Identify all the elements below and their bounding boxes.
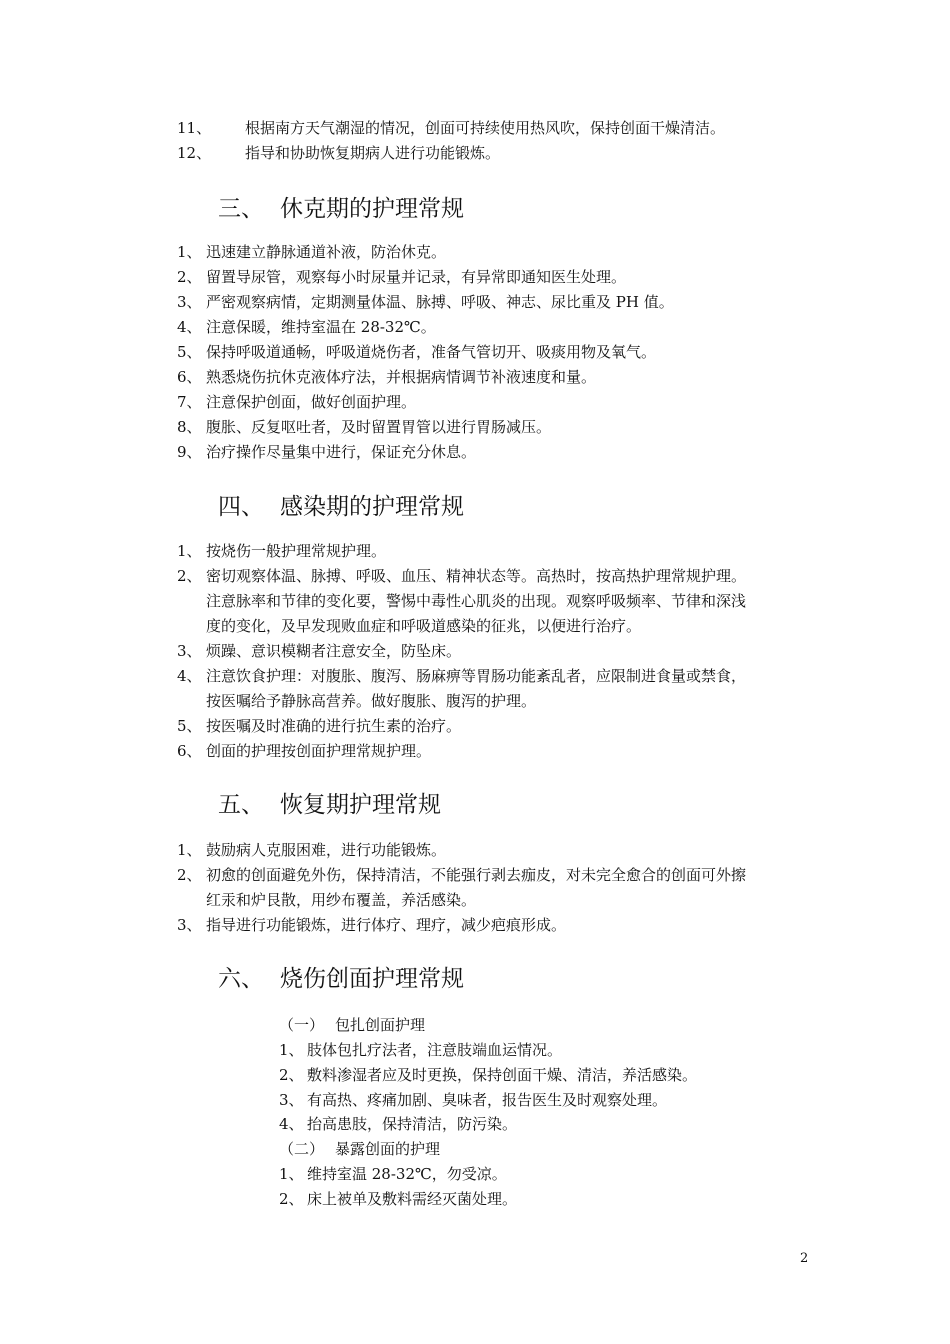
list-item-number: 6、 xyxy=(177,742,202,760)
list-item-number: 2、 xyxy=(177,567,202,585)
list-item-text: 密切观察体温、脉搏、呼吸、血压、精神状态等。高热时，按高热护理常规护理。 xyxy=(206,567,747,585)
list-item-text: 熟悉烧伤抗休克液体疗法，并根据病情调节补液速度和量。 xyxy=(206,368,597,386)
section-heading-number: 五、 xyxy=(218,792,264,818)
intro-item-text: 指导和协助恢复期病人进行功能锻炼。 xyxy=(245,144,501,162)
section-heading-title: 烧伤创面护理常规 xyxy=(280,966,464,992)
list-item-number: 8、 xyxy=(177,418,202,436)
intro-item-number: 11、 xyxy=(177,119,212,137)
list-item-text: 初愈的创面避免外伤，保持清洁，不能强行剥去痂皮，对未完全愈合的创面可外擦 xyxy=(206,866,747,884)
list-item-text-continued: 按医嘱给予静脉高营养。做好腹胀、腹泻的护理。 xyxy=(206,692,537,710)
section-heading-title: 感染期的护理常规 xyxy=(280,494,464,520)
list-item-text: 迅速建立静脉通道补液，防治休克。 xyxy=(206,243,447,261)
list-item-text: 烦躁、意识模糊者注意安全，防坠床。 xyxy=(206,642,462,660)
list-item-number: 1、 xyxy=(279,1041,304,1059)
intro-item-number: 12、 xyxy=(177,144,212,162)
list-item-text: 严密观察病情，定期测量体温、脉搏、呼吸、神志、尿比重及 PH 值。 xyxy=(206,293,674,311)
list-item-number: 1、 xyxy=(177,542,202,560)
list-item-number: 2、 xyxy=(177,268,202,286)
list-item-text-continued: 红汞和炉艮散，用纱布覆盖，养活感染。 xyxy=(206,891,477,909)
list-item-text: 指导进行功能锻炼，进行体疗、理疗，减少疤痕形成。 xyxy=(206,916,567,934)
subsection-title: 暴露创面的护理 xyxy=(335,1140,441,1158)
subsection-label: （二） xyxy=(279,1140,325,1158)
list-item-text: 腹胀、反复呕吐者，及时留置胃管以进行胃肠减压。 xyxy=(206,418,552,436)
list-item-text: 维持室温 28-32℃，勿受凉。 xyxy=(307,1165,507,1183)
list-item-text: 留置导尿管，观察每小时尿量并记录，有异常即通知医生处理。 xyxy=(206,268,627,286)
list-item-number: 2、 xyxy=(279,1066,304,1084)
list-item-text: 创面的护理按创面护理常规护理。 xyxy=(206,742,432,760)
list-item-text: 肢体包扎疗法者，注意肢端血运情况。 xyxy=(307,1041,563,1059)
list-item-number: 4、 xyxy=(279,1115,304,1133)
list-item-number: 5、 xyxy=(177,343,202,361)
list-item-text: 治疗操作尽量集中进行，保证充分休息。 xyxy=(206,443,477,461)
subsection-label: （一） xyxy=(279,1016,325,1034)
list-item-number: 6、 xyxy=(177,368,202,386)
list-item-number: 2、 xyxy=(177,866,202,884)
page-number: 2 xyxy=(800,1251,809,1266)
section-heading-title: 恢复期护理常规 xyxy=(280,792,441,818)
list-item-text: 注意饮食护理：对腹胀、腹泻、肠麻痹等胃肠功能紊乱者，应限制进食量或禁食， xyxy=(206,667,747,685)
section-heading-number: 四、 xyxy=(218,494,264,520)
section-heading-title: 休克期的护理常规 xyxy=(280,196,464,222)
list-item-text-continued: 注意脉率和节律的变化要，警惕中毒性心肌炎的出现。观察呼吸频率、节律和深浅 xyxy=(206,592,747,610)
list-item-text: 抬高患肢，保持清洁，防污染。 xyxy=(307,1115,518,1133)
list-item-number: 3、 xyxy=(177,642,202,660)
list-item-number: 1、 xyxy=(279,1165,304,1183)
intro-item-text: 根据南方天气潮湿的情况，创面可持续使用热风吹，保持创面干燥清洁。 xyxy=(245,119,726,137)
list-item-text: 鼓励病人克服困难，进行功能锻炼。 xyxy=(206,841,447,859)
list-item-number: 2、 xyxy=(279,1190,304,1208)
list-item-number: 5、 xyxy=(177,717,202,735)
section-heading-number: 三、 xyxy=(218,196,264,222)
list-item-text: 注意保护创面，做好创面护理。 xyxy=(206,393,417,411)
list-item-number: 3、 xyxy=(177,293,202,311)
list-item-text: 敷料渗湿者应及时更换，保持创面干燥、清洁，养活感染。 xyxy=(307,1066,698,1084)
list-item-text: 床上被单及敷料需经灭菌处理。 xyxy=(307,1190,518,1208)
list-item-number: 7、 xyxy=(177,393,202,411)
list-item-text: 注意保暖，维持室温在 28-32℃。 xyxy=(206,318,436,336)
subsection-title: 包扎创面护理 xyxy=(335,1016,426,1034)
list-item-number: 3、 xyxy=(177,916,202,934)
section-heading-number: 六、 xyxy=(218,966,264,992)
list-item-number: 4、 xyxy=(177,318,202,336)
list-item-number: 3、 xyxy=(279,1091,304,1109)
list-item-text: 保持呼吸道通畅，呼吸道烧伤者，准备气管切开、吸痰用物及氧气。 xyxy=(206,343,657,361)
list-item-text-continued: 度的变化，及早发现败血症和呼吸道感染的征兆，以便进行治疗。 xyxy=(206,617,642,635)
list-item-number: 4、 xyxy=(177,667,202,685)
list-item-text: 按烧伤一般护理常规护理。 xyxy=(206,542,387,560)
list-item-text: 有高热、疼痛加剧、臭味者，报告医生及时观察处理。 xyxy=(307,1091,668,1109)
list-item-number: 1、 xyxy=(177,841,202,859)
list-item-number: 1、 xyxy=(177,243,202,261)
list-item-number: 9、 xyxy=(177,443,202,461)
list-item-text: 按医嘱及时准确的进行抗生素的治疗。 xyxy=(206,717,462,735)
